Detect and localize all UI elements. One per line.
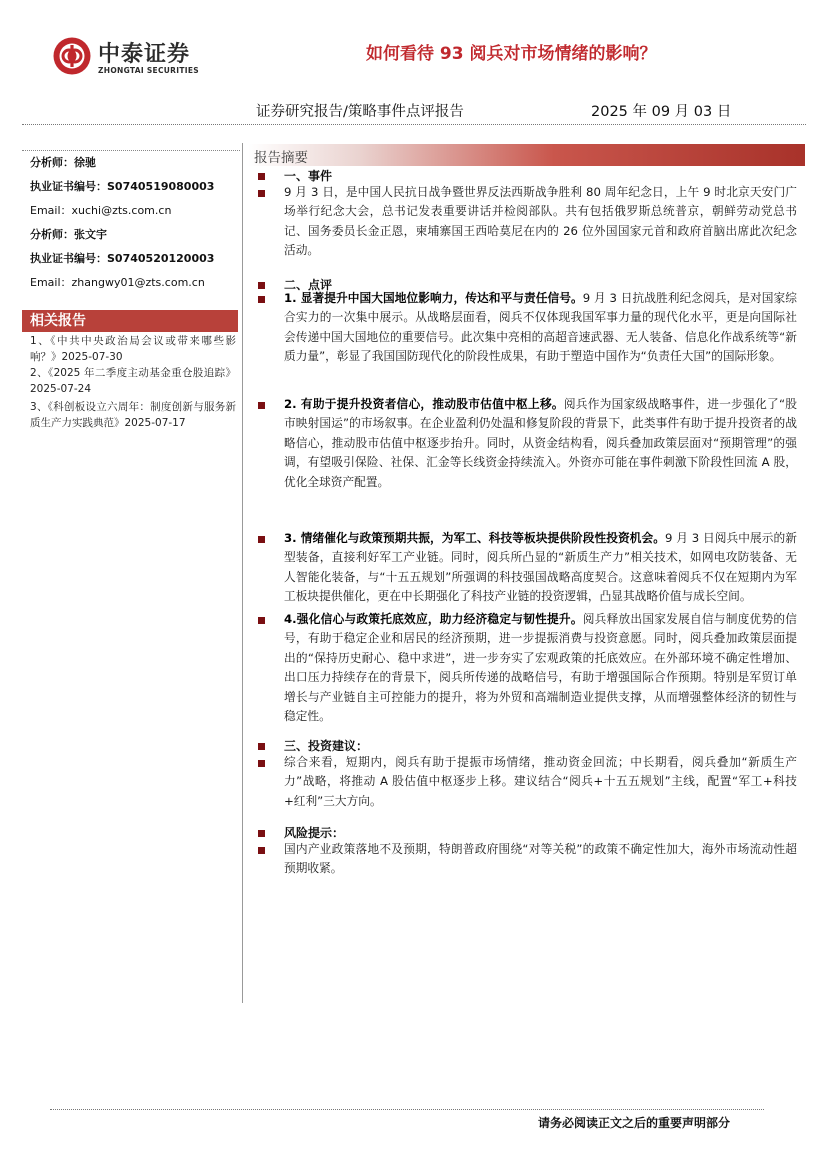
abstract-header-bar [248, 144, 805, 166]
bullet-square-icon [258, 173, 265, 180]
bullet-square-icon [258, 536, 265, 543]
footer-divider [50, 1109, 764, 1110]
section-event-title: 一、事件 [284, 169, 333, 183]
analyst-1-email[interactable]: xuchi@zts.com.cn [71, 204, 172, 217]
analyst-2-email[interactable]: zhangwy01@zts.com.cn [71, 276, 205, 289]
bullet-square-icon [258, 847, 265, 854]
section-advice-text: 综合来看，短期内，阅兵有助于提振市场情绪，推动资金回流；中长期看，阅兵叠加“新质生产力”战略，将推动 A 股估值中枢逐步上移。建议结合“阅兵+十五五规划”主线，配置“军工+科技+红利”三大方向。 [284, 755, 797, 808]
section-risk-title: 风险提示： [284, 826, 345, 840]
section-event-text: 9 月 3 日，是中国人民抗日战争暨世界反法西斯战争胜利 80 周年纪念日，上午 9 时北京天安门广场举行纪念大会，总书记发表重要讲话并检阅部队。共有包括俄罗斯总统普京，朝鲜劳动党总书记、国务委员长金正恩，柬埔寨国王西哈莫尼在内的 26 位外国国家元首和政府首脑出席此次纪念活动。 [284, 185, 797, 258]
abstract-header-title: 报告摘要 [254, 150, 308, 166]
comment-point-2: 2. 有助于提升投资者信心，推动股市估值中枢上移。阅兵作为国家级战略事件，进一步强化了“股市映射国运”的市场叙事。在企业盈利仍处温和修复阶段的背景下，此类事件有助于提升投资者的战略信心，推动股市估值中枢逐步抬升。同时，从资金结构看，阅兵叠加政策层面对“预期管理”的强调，有望吸引保险、社保、汇金等长线资金持续流入。外资亦可能在事件刺激下阶段性回流 A 股，优化全球资产配置。 [284, 397, 797, 489]
analyst-1-cert-row: 执业证书编号：S0740519080003 [30, 180, 215, 193]
section-risk-text: 国内产业政策落地不及预期，特朗普政府围绕“对等关税”的政策不确定性加大，海外市场流动性超预期收紧。 [284, 842, 797, 876]
analyst-2-name-row: 分析师：张文宇 [30, 228, 107, 241]
comment-point-1: 1. 显著提升中国大国地位影响力，传达和平与责任信号。9 月 3 日抗战胜利纪念阅兵，是对国家综合实力的一次集中展示。从战略层面看，阅兵不仅体现我国军事力量的现代化水平，更是向国际社会传递中国大国地位的重要信号。此次集中亮相的高超音速武器、无人装备、信息化作战系统等“新质力量”，彰显了我国国防现代化的阶段性成果，有助于塑造中国作为“负责任大国”的国际形象。 [284, 291, 797, 364]
analyst-1-email-row: Email：xuchi@zts.com.cn [30, 204, 172, 217]
brand-name-en: ZHONGTAI SECURITIES [98, 66, 199, 75]
related-report-item[interactable]: 2、《2025 年二季度主动基金重仓股追踪》2025-07-24 [30, 367, 236, 395]
bullet-square-icon [258, 296, 265, 303]
section-advice-title: 三、投资建议： [284, 739, 369, 753]
document-title: 如何看待 93 阅兵对市场情绪的影响？ [366, 44, 657, 64]
left-column-divider [22, 150, 240, 151]
footer-disclaimer-note: 请务必阅读正文之后的重要声明部分 [538, 1116, 731, 1130]
related-reports-header: 相关报告 [22, 310, 238, 332]
bullet-square-icon [258, 760, 265, 767]
bullet-square-icon [258, 743, 265, 750]
bullet-square-icon [258, 830, 265, 837]
header-divider [22, 124, 806, 125]
analyst-2-cert-row: 执业证书编号：S0740520120003 [30, 252, 215, 265]
section-comment-title: 二、点评 [284, 278, 333, 292]
bullet-square-icon [258, 402, 265, 409]
brand-name-cn: 中泰证券 [98, 42, 191, 67]
bullet-square-icon [258, 617, 265, 624]
zhongtai-logo-icon [52, 36, 92, 76]
related-report-item[interactable]: 1、《中共中央政治局会议或带来哪些影响？》2025-07-30 [30, 335, 236, 363]
bullet-square-icon [258, 282, 265, 289]
column-divider [242, 143, 243, 1003]
related-report-item[interactable]: 3、《科创板设立六周年：制度创新与服务新质生产力实践典范》2025-07-17 [30, 401, 236, 429]
analyst-2-email-row: Email：zhangwy01@zts.com.cn [30, 276, 205, 289]
report-type: 证券研究报告/策略事件点评报告 [256, 104, 464, 120]
analyst-1-name-row: 分析师：徐驰 [30, 156, 96, 169]
comment-point-3: 3. 情绪催化与政策预期共振，为军工、科技等板块提供阶段性投资机会。9 月 3 日阅兵中展示的新型装备，直接利好军工产业链。同时，阅兵所凸显的“新质生产力”相关技术，如网电攻防装备、无人智能化装备，与“十五五规划”所强调的科技强国战略高度契合。这意味着阅兵不仅在短期内为军工板块提供催化，更在中长期强化了科技产业链的投资逻辑，凸显其战略价值与成长空间。 [284, 531, 797, 604]
comment-point-4: 4.强化信心与政策托底效应，助力经济稳定与韧性提升。阅兵释放出国家发展自信与制度优势的信号，有助于稳定企业和居民的经济预期，进一步提振消费与投资意愿。同时，阅兵叠加政策层面提出的“保持历史耐心、稳中求进”，进一步夯实了宏观政策的托底效应。在外部环境不确定性增加、出口压力持续存在的背景下，阅兵所传递的战略信号，有助于增强国际合作预期。特别是军贸订单增长与产业链自主可控能力的提升，将为外贸和高端制造业提供支撑，从而增强整体经济的韧性与稳定性。 [284, 612, 797, 724]
report-date: 2025 年 09 月 03 日 [591, 104, 732, 120]
bullet-square-icon [258, 190, 265, 197]
